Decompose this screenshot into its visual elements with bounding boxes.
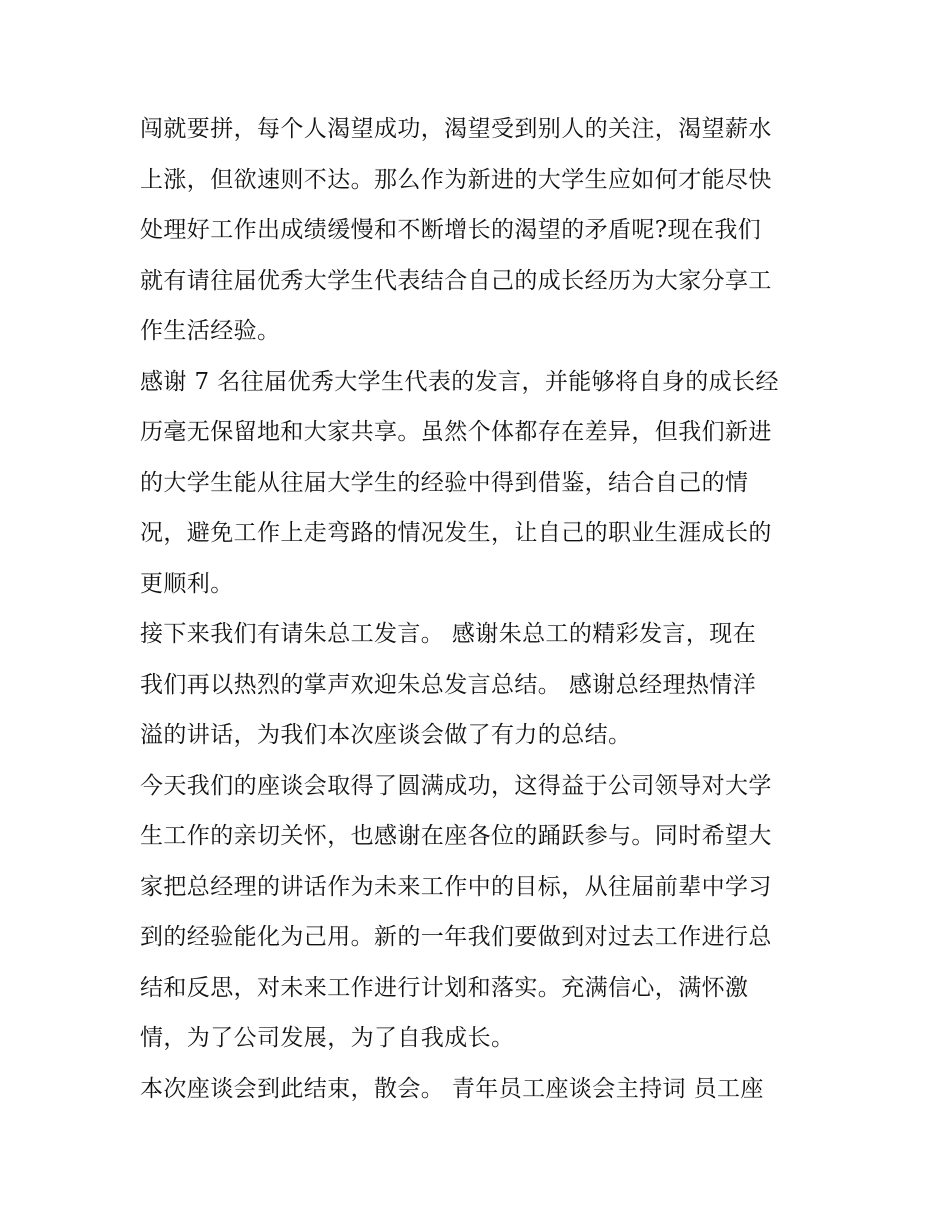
text-line: 到的经验能化为己用。新的一年我们要做到对过去工作进行总 [140,924,772,950]
text-line: 家把总经理的讲话作为未来工作中的目标，从往届前辈中学习 [140,873,772,900]
text-line: 处理好工作出成绩缓慢和不断增长的渴望的矛盾呢?现在我们 [140,217,762,243]
text-line: 的大学生能从往届大学生的经验中得到借鉴，结合自己的情 [140,469,749,496]
text-line: 生工作的亲切关怀，也感谢在座各位的踊跃参与。同时希望大 [140,823,772,849]
text-line: 情，为了公司发展，为了自我成长。 [140,1025,515,1051]
text-line: 本次座谈会到此结束，散会。 青年员工座谈会主持词 员工座 [140,1075,764,1102]
text-line: 我们再以热烈的掌声欢迎朱总发言总结。 感谢总经理热情洋 [140,671,757,698]
text-line: 更顺利。 [140,570,234,597]
text-line: 上涨，但欲速则不达。那么作为新进的大学生应如何才能尽快 [140,166,772,193]
text-line: 溢的讲话，为我们本次座谈会做了有力的总结。 [140,722,632,748]
text-line: 感谢 7 名往届优秀大学生代表的发言，并能够将自身的成长经 [140,368,779,395]
text-line: 历毫无保留地和大家共享。虽然个体都存在差异，但我们新进 [140,419,772,445]
body-text [140,104,820,1114]
text-line: 今天我们的座谈会取得了圆满成功，这得益于公司领导对大学 [140,772,772,799]
text-line: 就有请往届优秀大学生代表结合自己的成长经历为大家分享工 [140,267,772,294]
text-line: 结和反思，对未来工作进行计划和落实。充满信心，满怀激 [140,974,749,1001]
text-line: 作生活经验。 [140,318,281,344]
text-line: 况，避免工作上走弯路的情况发生，让自己的职业生涯成长的 [140,520,772,546]
text-line: 接下来我们有请朱总工发言。 感谢朱总工的精彩发言，现在 [140,621,757,647]
text-line: 闯就要拼，每个人渴望成功，渴望受到别人的关注，渴望薪水 [140,116,772,142]
